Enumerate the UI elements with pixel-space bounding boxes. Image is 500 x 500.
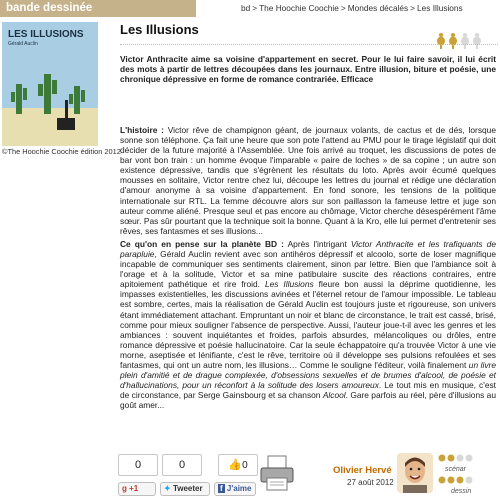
- title-divider: [120, 44, 498, 45]
- cover-title: LES ILLUSIONS: [8, 29, 84, 40]
- rating-panel: [437, 448, 499, 500]
- book-cover-image[interactable]: [2, 22, 98, 146]
- review-label: Ce qu'on en pense sur la planète BD :: [120, 239, 284, 249]
- twitter-bird-icon: ✦: [164, 484, 171, 493]
- breadcrumb-separator: >: [340, 3, 346, 13]
- breadcrumb: [241, 4, 463, 14]
- rating-token-gold: [449, 33, 457, 49]
- tweet-button[interactable]: [160, 482, 210, 496]
- google-plus-label: +1: [129, 484, 139, 493]
- breadcrumb-current[interactable]: Les Illusions: [417, 3, 463, 13]
- google-plus-button[interactable]: [118, 482, 156, 496]
- review-text: Après l'intrigant: [287, 239, 351, 249]
- breadcrumb-collection[interactable]: Mondes décalés: [347, 3, 409, 13]
- review-paragraph: [120, 239, 496, 410]
- review-text: fleure bon aussi la déprime quotidienne, les impasses existentielles, les discussions avinées et l'éternel retour de l'amour impossible. Le tableau est sombre, certes, mais la réalisation de Gérald Auclin est toujours juste et rigoureuse, son univers étant immédiatement attachant. Empruntant un noir et blanc de circonstance, le trait est cassé, brisé, comme pour mieux souligner l'absence de perspective. Aussi, l'auteur joue-t-il avec les genres et les ambiances : souvent inquiétantes et froides, parfois absurdes, mélancoliques ou drôles, entre romance dépressive et poésie hallucinatoire. Car la seule échappatoire qu'a trouvée Victor à une vie morne, aseptisée et lénifiante, c'est le rêve, territoire où il développe ses pulsions refoulées et ses fantasmes, qui ont un autre nom, les illusions… Comme le souligne l'éditeur, voilà finalement: [120, 279, 496, 370]
- review-italic: Les Illusions: [264, 279, 314, 290]
- top-bar: [0, 0, 500, 17]
- cover-illustration: [2, 22, 98, 146]
- share-count-box: 0: [162, 454, 202, 476]
- story-text: Victor rêve de champignon géant, de journaux volants, de cactus et de dés, lorsque sonne son téléphone. Ça fait une heure que son pote l'attend au PMU pour le tirage législatif qui doit décider de la future majorité à l'Assemblée. Une fois arrivé au troquet, les discussions de potes de bar vont bon train : un homme évoque l'imparable « paire de loches » de sa copine ; un autre son existence dépressive, tandis que s'égrènent les résultats du loto. Après avoir écumé quelques mousses en solitaire, Victor rentre chez lui, découpe les lettres du journal et rédige une déclaration d'amour anonyme à sa voisine d'appartement. En fond sonore, les tensions de la politique internationale sur RTL. La femme découvre alors sur son paillasson la fameuse lettre et juge son auteur comme aliéné. Presque seul et pas encore au chômage, Victor cherche désespérément l'âme sœur. Pas sûr pourtant que la technique soit la bonne. Quant à la Kro, elle lui permet d'entretenir ses rêves, ses fantasmes et ses illusions...: [120, 125, 496, 236]
- share-count-box: 0: [118, 454, 158, 476]
- review-italic: Alcool: [322, 390, 346, 401]
- rating-token-grey: [473, 33, 481, 49]
- breadcrumb-separator: >: [410, 3, 416, 13]
- scenario-label: scénar: [445, 466, 467, 473]
- rating-icon: [436, 29, 490, 51]
- review-italic: un livre plein d'amitié et de drague complexée, d'obsessions sexuelles et de brumes d'alcool, de poésie et d'hallucinations, pour un réconfort à la solitude des losers amoureux: [120, 359, 496, 391]
- review-text: . Le tout mis en musique, c'est de circonstance, par Serge Gainsbourg et sa chanson: [120, 380, 497, 401]
- drawing-rating: [439, 477, 473, 484]
- tweet-label: Tweeter: [172, 484, 203, 493]
- rating-token-gold: [437, 33, 445, 49]
- scenario-rating: [439, 455, 473, 462]
- drawing-label: dessin: [451, 488, 472, 495]
- rating-token-grey: [461, 33, 469, 49]
- review-italic: Victor Anthracite et les trafiquants de parapluie: [120, 239, 496, 260]
- cover-copyright-caption: ©The Hoochie Coochie édition 2012: [2, 147, 121, 156]
- print-icon[interactable]: [259, 454, 295, 492]
- cover-author: Gérald Auclin: [8, 41, 38, 47]
- article-title: Les Illusions: [120, 22, 199, 37]
- author-name[interactable]: Olivier Hervé: [333, 465, 392, 476]
- review-text: . Gare parfois au réel, père d'illusions au goût amer...: [120, 390, 496, 411]
- like-count-box: [218, 454, 258, 476]
- facebook-like-label: J'aime: [226, 484, 252, 493]
- google-plus-icon: g: [122, 484, 127, 493]
- article-lead: Victor Anthracite aime sa voisine d'appartement en secret. Pour le lui faire savoir, il lui écrit des mots à partir de lettres découpées dans les journaux. Entre illusion, biture et poésie, une chronique dépressive en forme de romance contrariée. Efficace: [120, 54, 496, 85]
- breadcrumb-bd[interactable]: bd: [241, 3, 251, 13]
- author-avatar: [397, 453, 433, 493]
- facebook-like-button[interactable]: [214, 482, 256, 496]
- like-count: 0: [242, 460, 248, 471]
- thumbs-up-icon: 👍: [228, 459, 243, 471]
- breadcrumb-separator: >: [252, 3, 258, 13]
- facebook-icon: f: [220, 484, 223, 493]
- review-text: , Gérald Auclin revient avec son antihéros dépressif et alcoolo, sorte de loser magnifique incapable de communiquer ses sentiments clairement, sinon par lettre. Bien que l'ambiance soit à l'orage et à la solitude, Victor et sa mine patibulaire suscite des réactions contraires, entre apitoiement pathétique et rire froid.: [120, 249, 496, 290]
- story-paragraph: [120, 125, 496, 236]
- breadcrumb-publisher[interactable]: The Hoochie Coochie: [259, 3, 339, 13]
- publication-date: 27 août 2012: [347, 478, 394, 487]
- category-tab[interactable]: bande dessinée: [0, 0, 196, 17]
- story-label: L'histoire :: [120, 125, 164, 135]
